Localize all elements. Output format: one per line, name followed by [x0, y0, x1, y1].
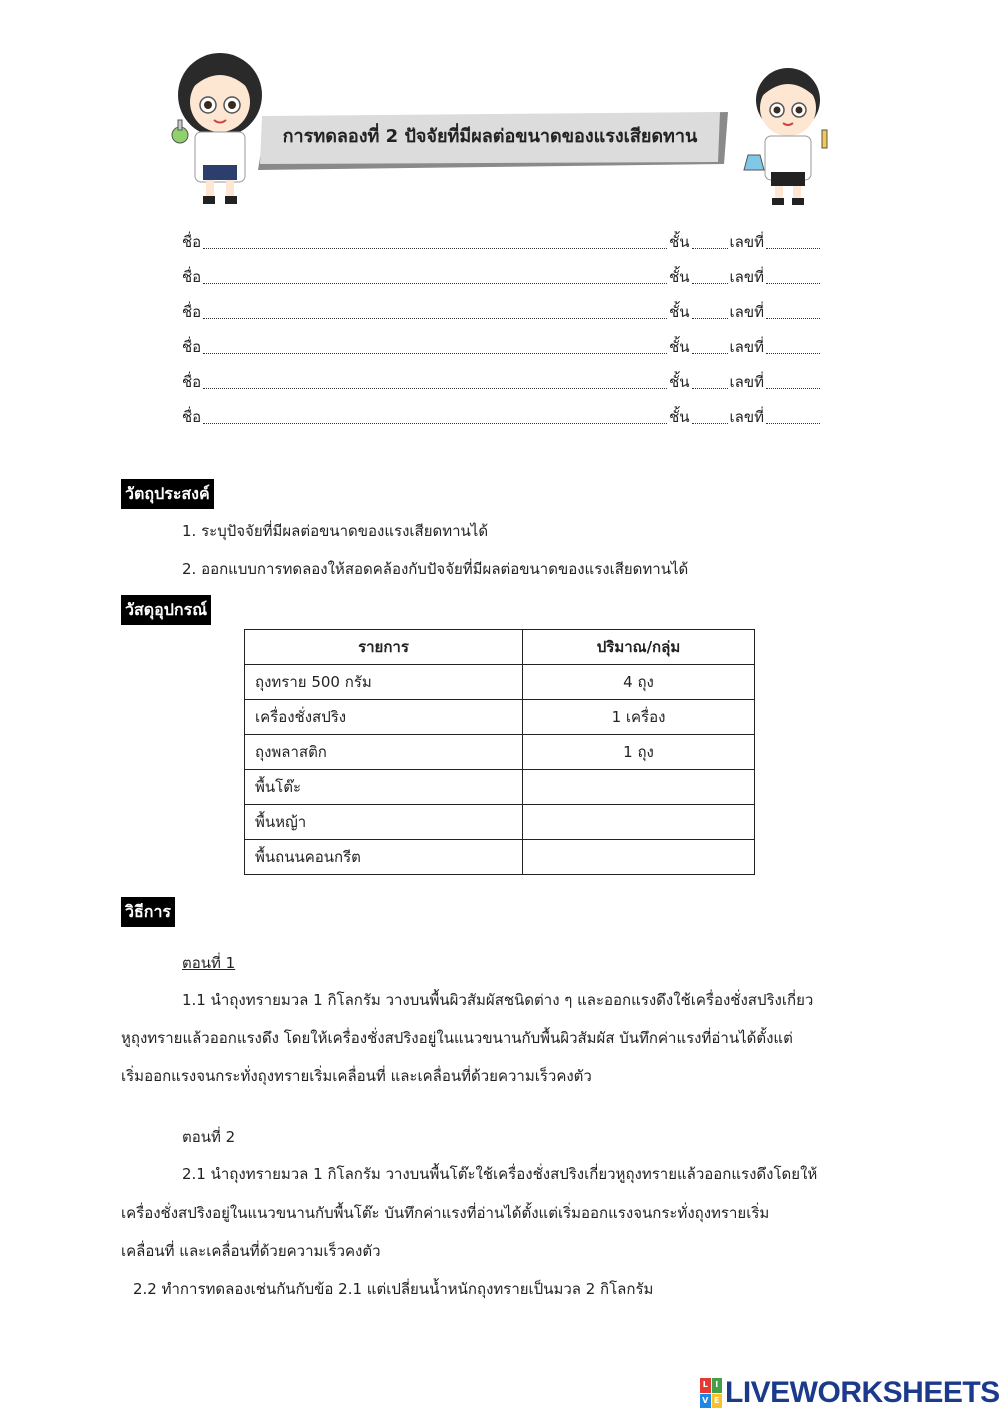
name-row [182, 405, 822, 429]
part2-line: 2.1 นำถุงทรายมวล 1 กิโลกรัม วางบนพื้นโต๊ะใช้เครื่องชั่งสปริงเกี่ยวหูถุงทรายแล้วออกแรงดึงโดยให้ [182, 1165, 818, 1183]
table-row [245, 805, 755, 840]
class-field[interactable] [692, 352, 728, 354]
name-label: ชื่อ [182, 233, 202, 251]
material-name: พื้นถนนคอนกรีต [245, 840, 523, 875]
material-quantity: 1 เครื่อง [523, 700, 755, 735]
name-field[interactable] [203, 387, 667, 389]
part2-title: ตอนที่ 2 [182, 1128, 236, 1146]
class-label: ชั้น [669, 338, 690, 356]
class-field[interactable] [692, 317, 728, 319]
table-row [245, 770, 755, 805]
material-quantity: 1 ถุง [523, 735, 755, 770]
part1-line: 1.1 นำถุงทรายมวล 1 กิโลกรัม วางบนพื้นผิวสัมผัสชนิดต่าง ๆ และออกแรงดึงใช้เครื่องชั่งสปริงเกี่ยว [182, 991, 814, 1009]
name-label: ชื่อ [182, 268, 202, 286]
class-label: ชั้น [669, 408, 690, 426]
number-field[interactable] [766, 387, 820, 389]
class-label: ชั้น [669, 373, 690, 391]
table-row [245, 700, 755, 735]
material-quantity [523, 840, 755, 875]
material-name: ถุงพลาสติก [245, 735, 523, 770]
number-label: เลขที่ [729, 338, 764, 356]
class-field[interactable] [692, 247, 728, 249]
name-field[interactable] [203, 422, 667, 424]
material-quantity [523, 770, 755, 805]
name-label: ชื่อ [182, 408, 202, 426]
name-field[interactable] [203, 352, 667, 354]
number-label: เลขที่ [729, 408, 764, 426]
part1-line: เริ่มออกแรงจนกระทั่งถุงทรายเริ่มเคลื่อนที่ และเคลื่อนที่ด้วยความเร็วคงตัว [121, 1067, 592, 1085]
name-label: ชื่อ [182, 373, 202, 391]
material-quantity [523, 805, 755, 840]
table-row [245, 735, 755, 770]
name-row [182, 230, 822, 254]
part1-line: หูถุงทรายแล้วออกแรงดึง โดยให้เครื่องชั่งสปริงอยู่ในแนวขนานกับพื้นผิวสัมผัส บันทึกค่าแรงที่อ่านได้ตั้งแต่ [121, 1029, 793, 1047]
materials-label: วัสดุอุปกรณ์ [121, 595, 211, 625]
number-label: เลขที่ [729, 373, 764, 391]
table-row [245, 840, 755, 875]
material-name: ถุงทราย 500 กรัม [245, 665, 523, 700]
name-label: ชื่อ [182, 338, 202, 356]
class-field[interactable] [692, 422, 728, 424]
material-name: พื้นหญ้า [245, 805, 523, 840]
name-row [182, 300, 822, 324]
class-label: ชั้น [669, 268, 690, 286]
material-quantity: 4 ถุง [523, 665, 755, 700]
name-row [182, 335, 822, 359]
class-label: ชั้น [669, 233, 690, 251]
number-field[interactable] [766, 317, 820, 319]
girl-scientist-illustration [170, 50, 270, 210]
number-field[interactable] [766, 422, 820, 424]
part2-line: เคลื่อนที่ และเคลื่อนที่ด้วยความเร็วคงตัว [121, 1242, 381, 1260]
name-label: ชื่อ [182, 303, 202, 321]
table-header-row [245, 630, 755, 665]
method-label: วิธีการ [121, 897, 175, 927]
material-name: พื้นโต๊ะ [245, 770, 523, 805]
table-row [245, 665, 755, 700]
part2-extra-line: 2.2 ทำการทดลองเช่นกันกับข้อ 2.1 แต่เปลี่ยนน้ำหนักถุงทรายเป็นมวล 2 กิโลกรัม [133, 1280, 654, 1298]
page-title: การทดลองที่ 2 ปัจจัยที่มีผลต่อขนาดของแรงเสียดทาน [282, 126, 698, 147]
column-header-quantity: ปริมาณ/กลุ่ม [523, 630, 755, 665]
class-label: ชั้น [669, 303, 690, 321]
name-field[interactable] [203, 247, 667, 249]
liveworksheets-logo[interactable] [700, 1376, 1000, 1410]
number-label: เลขที่ [729, 233, 764, 251]
class-field[interactable] [692, 387, 728, 389]
name-field[interactable] [203, 317, 667, 319]
name-row [182, 265, 822, 289]
name-row [182, 370, 822, 394]
number-field[interactable] [766, 282, 820, 284]
logo-badge-icon: L I V E [700, 1378, 722, 1408]
number-label: เลขที่ [729, 303, 764, 321]
number-label: เลขที่ [729, 268, 764, 286]
class-field[interactable] [692, 282, 728, 284]
part2-line: เครื่องชั่งสปริงอยู่ในแนวขนานกับพื้นโต๊ะ บันทึกค่าแรงที่อ่านได้ตั้งแต่เริ่มออกแรงจนกระทั่งถุงทรายเริ่ม [121, 1204, 770, 1222]
objective-item: 1. ระบุปัจจัยที่มีผลต่อขนาดของแรงเสียดทานได้ [182, 522, 489, 540]
materials-table [244, 629, 755, 875]
column-header-item: รายการ [245, 630, 523, 665]
number-field[interactable] [766, 352, 820, 354]
boy-scientist-illustration [738, 60, 838, 210]
number-field[interactable] [766, 247, 820, 249]
logo-text: LIVEWORKSHEETS [725, 1376, 1000, 1409]
objective-item: 2. ออกแบบการทดลองให้สอดคล้องกับปัจจัยที่มีผลต่อขนาดของแรงเสียดทานได้ [182, 560, 689, 578]
part1-title: ตอนที่ 1 [182, 954, 236, 972]
name-field[interactable] [203, 282, 667, 284]
material-name: เครื่องชั่งสปริง [245, 700, 523, 735]
objectives-label: วัตถุประสงค์ [121, 479, 214, 509]
